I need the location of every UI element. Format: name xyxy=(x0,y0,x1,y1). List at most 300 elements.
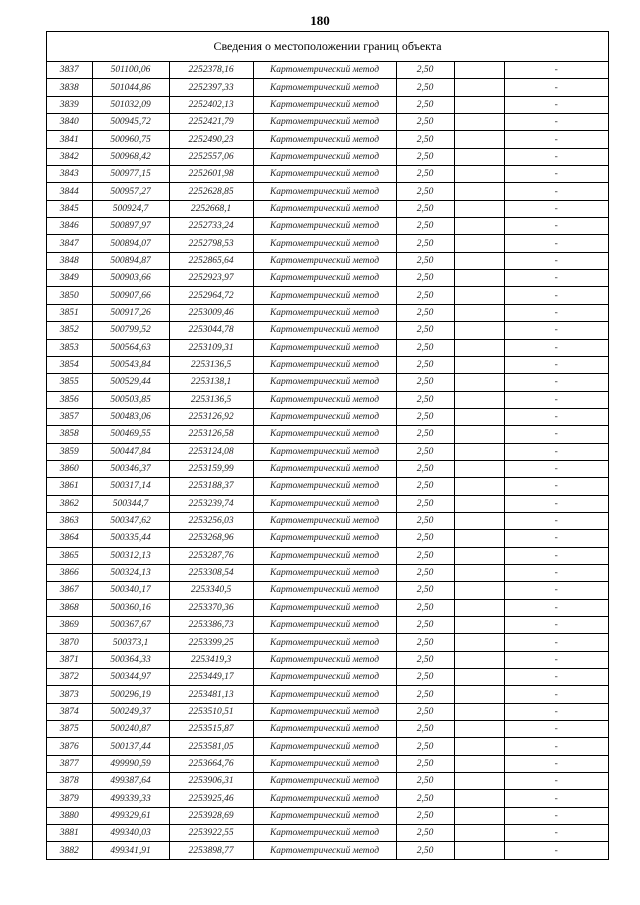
method-cell: Картометрический метод xyxy=(253,443,396,460)
table-row xyxy=(47,790,608,807)
method-cell: Картометрический метод xyxy=(253,131,396,148)
method-cell: Картометрический метод xyxy=(253,235,396,252)
empty-cell xyxy=(454,79,504,96)
point-number-cell: 3845 xyxy=(47,200,92,217)
method-cell: Картометрический метод xyxy=(253,96,396,113)
y-coordinate-cell: 2253515,87 xyxy=(169,721,253,738)
method-cell: Картометрический метод xyxy=(253,114,396,131)
table-row xyxy=(47,114,608,131)
table-row xyxy=(47,183,608,200)
precision-cell: 2,50 xyxy=(396,270,454,287)
x-coordinate-cell: 501044,86 xyxy=(92,79,169,96)
precision-cell: 2,50 xyxy=(396,62,454,79)
empty-cell xyxy=(454,62,504,79)
table-row xyxy=(47,96,608,113)
table-row xyxy=(47,721,608,738)
method-cell: Картометрический метод xyxy=(253,564,396,581)
x-coordinate-cell: 499990,59 xyxy=(92,755,169,772)
description-cell: - xyxy=(504,547,608,564)
table-row xyxy=(47,339,608,356)
method-cell: Картометрический метод xyxy=(253,738,396,755)
x-coordinate-cell: 500483,06 xyxy=(92,408,169,425)
x-coordinate-cell: 500968,42 xyxy=(92,148,169,165)
method-cell: Картометрический метод xyxy=(253,356,396,373)
point-number-cell: 3864 xyxy=(47,530,92,547)
description-cell: - xyxy=(504,131,608,148)
x-coordinate-cell: 500469,55 xyxy=(92,426,169,443)
description-cell: - xyxy=(504,270,608,287)
method-cell: Картометрический метод xyxy=(253,339,396,356)
empty-cell xyxy=(454,582,504,599)
method-cell: Картометрический метод xyxy=(253,721,396,738)
method-cell: Картометрический метод xyxy=(253,166,396,183)
table-row xyxy=(47,825,608,842)
empty-cell xyxy=(454,443,504,460)
description-cell: - xyxy=(504,669,608,686)
description-cell: - xyxy=(504,408,608,425)
precision-cell: 2,50 xyxy=(396,617,454,634)
point-number-cell: 3858 xyxy=(47,426,92,443)
x-coordinate-cell: 500249,37 xyxy=(92,703,169,720)
empty-cell xyxy=(454,200,504,217)
y-coordinate-cell: 2253370,36 xyxy=(169,599,253,616)
precision-cell: 2,50 xyxy=(396,755,454,772)
point-number-cell: 3860 xyxy=(47,460,92,477)
y-coordinate-cell: 2253399,25 xyxy=(169,634,253,651)
method-cell: Картометрический метод xyxy=(253,200,396,217)
description-cell: - xyxy=(504,339,608,356)
x-coordinate-cell: 500503,85 xyxy=(92,391,169,408)
empty-cell xyxy=(454,304,504,321)
empty-cell xyxy=(454,755,504,772)
point-number-cell: 3871 xyxy=(47,651,92,668)
empty-cell xyxy=(454,564,504,581)
y-coordinate-cell: 2252923,97 xyxy=(169,270,253,287)
x-coordinate-cell: 500367,67 xyxy=(92,617,169,634)
description-cell: - xyxy=(504,235,608,252)
y-coordinate-cell: 2252865,64 xyxy=(169,252,253,269)
point-number-cell: 3859 xyxy=(47,443,92,460)
point-number-cell: 3881 xyxy=(47,825,92,842)
x-coordinate-cell: 500344,97 xyxy=(92,669,169,686)
precision-cell: 2,50 xyxy=(396,460,454,477)
x-coordinate-cell: 500344,7 xyxy=(92,495,169,512)
table-row xyxy=(47,391,608,408)
method-cell: Картометрический метод xyxy=(253,148,396,165)
point-number-cell: 3838 xyxy=(47,79,92,96)
point-number-cell: 3856 xyxy=(47,391,92,408)
y-coordinate-cell: 2253188,37 xyxy=(169,478,253,495)
table-row xyxy=(47,703,608,720)
y-coordinate-cell: 2253308,54 xyxy=(169,564,253,581)
empty-cell xyxy=(454,721,504,738)
x-coordinate-cell: 500977,15 xyxy=(92,166,169,183)
precision-cell: 2,50 xyxy=(396,495,454,512)
point-number-cell: 3840 xyxy=(47,114,92,131)
empty-cell xyxy=(454,807,504,824)
x-coordinate-cell: 499341,91 xyxy=(92,842,169,859)
empty-cell xyxy=(454,287,504,304)
precision-cell: 2,50 xyxy=(396,252,454,269)
x-coordinate-cell: 500917,26 xyxy=(92,304,169,321)
method-cell: Картометрический метод xyxy=(253,270,396,287)
table-row xyxy=(47,495,608,512)
method-cell: Картометрический метод xyxy=(253,218,396,235)
empty-cell xyxy=(454,703,504,720)
method-cell: Картометрический метод xyxy=(253,651,396,668)
table-row xyxy=(47,478,608,495)
table-row xyxy=(47,166,608,183)
point-number-cell: 3870 xyxy=(47,634,92,651)
empty-cell xyxy=(454,148,504,165)
method-cell: Картометрический метод xyxy=(253,755,396,772)
description-cell: - xyxy=(504,304,608,321)
precision-cell: 2,50 xyxy=(396,166,454,183)
precision-cell: 2,50 xyxy=(396,669,454,686)
x-coordinate-cell: 500340,17 xyxy=(92,582,169,599)
x-coordinate-cell: 500240,87 xyxy=(92,721,169,738)
description-cell: - xyxy=(504,530,608,547)
method-cell: Картометрический метод xyxy=(253,547,396,564)
method-cell: Картометрический метод xyxy=(253,617,396,634)
y-coordinate-cell: 2253009,46 xyxy=(169,304,253,321)
x-coordinate-cell: 499339,33 xyxy=(92,790,169,807)
y-coordinate-cell: 2253126,92 xyxy=(169,408,253,425)
empty-cell xyxy=(454,599,504,616)
table-row xyxy=(47,773,608,790)
precision-cell: 2,50 xyxy=(396,218,454,235)
method-cell: Картометрический метод xyxy=(253,512,396,529)
description-cell: - xyxy=(504,617,608,634)
y-coordinate-cell: 2253044,78 xyxy=(169,322,253,339)
x-coordinate-cell: 500312,13 xyxy=(92,547,169,564)
table-row xyxy=(47,148,608,165)
precision-cell: 2,50 xyxy=(396,825,454,842)
method-cell: Картометрический метод xyxy=(253,408,396,425)
point-number-cell: 3877 xyxy=(47,755,92,772)
method-cell: Картометрический метод xyxy=(253,252,396,269)
description-cell: - xyxy=(504,183,608,200)
point-number-cell: 3863 xyxy=(47,512,92,529)
method-cell: Картометрический метод xyxy=(253,790,396,807)
y-coordinate-cell: 2252964,72 xyxy=(169,287,253,304)
y-coordinate-cell: 2253138,1 xyxy=(169,374,253,391)
table-row xyxy=(47,651,608,668)
x-coordinate-cell: 500447,84 xyxy=(92,443,169,460)
method-cell: Картометрический метод xyxy=(253,686,396,703)
y-coordinate-cell: 2252601,98 xyxy=(169,166,253,183)
point-number-cell: 3873 xyxy=(47,686,92,703)
x-coordinate-cell: 500317,14 xyxy=(92,478,169,495)
x-coordinate-cell: 500897,97 xyxy=(92,218,169,235)
y-coordinate-cell: 2253419,3 xyxy=(169,651,253,668)
description-cell: - xyxy=(504,582,608,599)
point-number-cell: 3875 xyxy=(47,721,92,738)
precision-cell: 2,50 xyxy=(396,339,454,356)
precision-cell: 2,50 xyxy=(396,790,454,807)
table-row xyxy=(47,287,608,304)
empty-cell xyxy=(454,426,504,443)
precision-cell: 2,50 xyxy=(396,634,454,651)
table-row xyxy=(47,252,608,269)
x-coordinate-cell: 500137,44 xyxy=(92,738,169,755)
description-cell: - xyxy=(504,721,608,738)
point-number-cell: 3842 xyxy=(47,148,92,165)
coordinates-table-body xyxy=(47,62,608,859)
point-number-cell: 3876 xyxy=(47,738,92,755)
description-cell: - xyxy=(504,443,608,460)
table-row xyxy=(47,235,608,252)
x-coordinate-cell: 500799,52 xyxy=(92,322,169,339)
precision-cell: 2,50 xyxy=(396,703,454,720)
precision-cell: 2,50 xyxy=(396,287,454,304)
method-cell: Картометрический метод xyxy=(253,287,396,304)
point-number-cell: 3868 xyxy=(47,599,92,616)
description-cell: - xyxy=(504,495,608,512)
description-cell: - xyxy=(504,755,608,772)
point-number-cell: 3848 xyxy=(47,252,92,269)
empty-cell xyxy=(454,339,504,356)
x-coordinate-cell: 499340,03 xyxy=(92,825,169,842)
method-cell: Картометрический метод xyxy=(253,374,396,391)
x-coordinate-cell: 500324,13 xyxy=(92,564,169,581)
empty-cell xyxy=(454,825,504,842)
point-number-cell: 3850 xyxy=(47,287,92,304)
method-cell: Картометрический метод xyxy=(253,634,396,651)
point-number-cell: 3879 xyxy=(47,790,92,807)
point-number-cell: 3839 xyxy=(47,96,92,113)
method-cell: Картометрический метод xyxy=(253,426,396,443)
x-coordinate-cell: 500564,63 xyxy=(92,339,169,356)
y-coordinate-cell: 2253898,77 xyxy=(169,842,253,859)
y-coordinate-cell: 2253510,51 xyxy=(169,703,253,720)
y-coordinate-cell: 2253268,96 xyxy=(169,530,253,547)
y-coordinate-cell: 2253386,73 xyxy=(169,617,253,634)
x-coordinate-cell: 501032,09 xyxy=(92,96,169,113)
table-row xyxy=(47,512,608,529)
y-coordinate-cell: 2252628,85 xyxy=(169,183,253,200)
description-cell: - xyxy=(504,512,608,529)
y-coordinate-cell: 2253906,31 xyxy=(169,773,253,790)
precision-cell: 2,50 xyxy=(396,686,454,703)
precision-cell: 2,50 xyxy=(396,651,454,668)
table-row xyxy=(47,443,608,460)
method-cell: Картометрический метод xyxy=(253,825,396,842)
method-cell: Картометрический метод xyxy=(253,62,396,79)
empty-cell xyxy=(454,252,504,269)
table-row xyxy=(47,200,608,217)
x-coordinate-cell: 500960,75 xyxy=(92,131,169,148)
method-cell: Картометрический метод xyxy=(253,304,396,321)
empty-cell xyxy=(454,478,504,495)
y-coordinate-cell: 2253136,5 xyxy=(169,391,253,408)
precision-cell: 2,50 xyxy=(396,478,454,495)
y-coordinate-cell: 2252668,1 xyxy=(169,200,253,217)
point-number-cell: 3861 xyxy=(47,478,92,495)
point-number-cell: 3855 xyxy=(47,374,92,391)
precision-cell: 2,50 xyxy=(396,322,454,339)
x-coordinate-cell: 500373,1 xyxy=(92,634,169,651)
description-cell: - xyxy=(504,460,608,477)
empty-cell xyxy=(454,773,504,790)
method-cell: Картометрический метод xyxy=(253,478,396,495)
empty-cell xyxy=(454,96,504,113)
description-cell: - xyxy=(504,564,608,581)
description-cell: - xyxy=(504,148,608,165)
point-number-cell: 3862 xyxy=(47,495,92,512)
empty-cell xyxy=(454,495,504,512)
x-coordinate-cell: 500347,62 xyxy=(92,512,169,529)
page-number: 180 xyxy=(310,13,330,28)
method-cell: Картометрический метод xyxy=(253,773,396,790)
empty-cell xyxy=(454,235,504,252)
table-row xyxy=(47,634,608,651)
table-row xyxy=(47,582,608,599)
x-coordinate-cell: 500894,07 xyxy=(92,235,169,252)
y-coordinate-cell: 2253159,99 xyxy=(169,460,253,477)
empty-cell xyxy=(454,356,504,373)
y-coordinate-cell: 2253922,55 xyxy=(169,825,253,842)
precision-cell: 2,50 xyxy=(396,148,454,165)
x-coordinate-cell: 501100,06 xyxy=(92,62,169,79)
empty-cell xyxy=(454,408,504,425)
table-row xyxy=(47,218,608,235)
table-row xyxy=(47,426,608,443)
empty-cell xyxy=(454,218,504,235)
y-coordinate-cell: 2253449,17 xyxy=(169,669,253,686)
method-cell: Картометрический метод xyxy=(253,807,396,824)
empty-cell xyxy=(454,634,504,651)
table-row xyxy=(47,356,608,373)
empty-cell xyxy=(454,617,504,634)
precision-cell: 2,50 xyxy=(396,200,454,217)
precision-cell: 2,50 xyxy=(396,807,454,824)
table-row xyxy=(47,322,608,339)
point-number-cell: 3849 xyxy=(47,270,92,287)
y-coordinate-cell: 2253664,76 xyxy=(169,755,253,772)
description-cell: - xyxy=(554,845,558,856)
x-coordinate-cell: 500296,19 xyxy=(92,686,169,703)
x-coordinate-cell: 500924,7 xyxy=(92,200,169,217)
description-cell: - xyxy=(504,426,608,443)
point-number-cell: 3841 xyxy=(47,131,92,148)
empty-cell xyxy=(454,183,504,200)
y-coordinate-cell: 2253109,31 xyxy=(169,339,253,356)
point-number-cell: 3865 xyxy=(47,547,92,564)
y-coordinate-cell: 2252798,53 xyxy=(169,235,253,252)
point-number-cell: 3882 xyxy=(47,842,92,859)
precision-cell: 2,50 xyxy=(396,530,454,547)
point-number-cell: 3852 xyxy=(47,322,92,339)
precision-cell: 2,50 xyxy=(396,426,454,443)
y-coordinate-cell: 2253340,5 xyxy=(169,582,253,599)
point-number-cell: 3846 xyxy=(47,218,92,235)
description-cell: - xyxy=(504,96,608,113)
x-coordinate-cell: 499329,61 xyxy=(92,807,169,824)
description-cell: - xyxy=(504,478,608,495)
empty-cell xyxy=(454,669,504,686)
point-number-cell: 3854 xyxy=(47,356,92,373)
precision-cell: 2,50 xyxy=(396,131,454,148)
description-cell: - xyxy=(504,374,608,391)
point-number-cell: 3847 xyxy=(47,235,92,252)
empty-cell xyxy=(454,460,504,477)
table-row xyxy=(47,270,608,287)
method-cell: Картометрический метод xyxy=(253,669,396,686)
x-coordinate-cell: 499387,64 xyxy=(92,773,169,790)
description-cell: - xyxy=(504,79,608,96)
description-cell: - xyxy=(504,252,608,269)
precision-cell: 2,50 xyxy=(396,408,454,425)
x-coordinate-cell: 500903,66 xyxy=(92,270,169,287)
description-cell: - xyxy=(504,599,608,616)
method-cell: Картометрический метод xyxy=(253,495,396,512)
empty-cell xyxy=(454,547,504,564)
method-cell: Картометрический метод xyxy=(253,183,396,200)
x-coordinate-cell: 500907,66 xyxy=(92,287,169,304)
method-cell: Картометрический метод xyxy=(253,582,396,599)
y-coordinate-cell: 2253126,58 xyxy=(169,426,253,443)
description-cell: - xyxy=(504,651,608,668)
point-number-cell: 3880 xyxy=(47,807,92,824)
x-coordinate-cell: 500957,27 xyxy=(92,183,169,200)
table-row xyxy=(47,807,608,824)
point-number-cell: 3837 xyxy=(47,62,92,79)
coordinates-table xyxy=(47,62,608,859)
table-row xyxy=(47,842,608,859)
point-number-cell: 3843 xyxy=(47,166,92,183)
table-row xyxy=(47,374,608,391)
description-cell: - xyxy=(504,790,608,807)
y-coordinate-cell: 2253287,76 xyxy=(169,547,253,564)
y-coordinate-cell: 2253256,03 xyxy=(169,512,253,529)
description-cell: - xyxy=(504,62,608,79)
method-cell: Картометрический метод xyxy=(253,460,396,477)
table-row xyxy=(47,686,608,703)
empty-cell xyxy=(454,322,504,339)
x-coordinate-cell: 500364,33 xyxy=(92,651,169,668)
description-cell: - xyxy=(504,703,608,720)
point-number-cell: 3874 xyxy=(47,703,92,720)
precision-cell: 2,50 xyxy=(396,374,454,391)
y-coordinate-cell: 2253481,13 xyxy=(169,686,253,703)
table-row xyxy=(47,62,608,79)
empty-cell xyxy=(454,391,504,408)
empty-cell xyxy=(454,270,504,287)
point-number-cell: 3878 xyxy=(47,773,92,790)
point-number-cell: 3867 xyxy=(47,582,92,599)
empty-cell xyxy=(454,842,504,859)
point-number-cell: 3866 xyxy=(47,564,92,581)
y-coordinate-cell: 2252733,24 xyxy=(169,218,253,235)
y-coordinate-cell: 2252490,23 xyxy=(169,131,253,148)
x-coordinate-cell: 500543,84 xyxy=(92,356,169,373)
precision-cell: 2,50 xyxy=(396,599,454,616)
x-coordinate-cell: 500894,87 xyxy=(92,252,169,269)
precision-cell: 2,50 xyxy=(396,564,454,581)
y-coordinate-cell: 2252421,79 xyxy=(169,114,253,131)
table-row xyxy=(47,547,608,564)
precision-cell: 2,50 xyxy=(396,738,454,755)
description-cell: - xyxy=(504,200,608,217)
table-row xyxy=(47,131,608,148)
y-coordinate-cell: 2253239,74 xyxy=(169,495,253,512)
precision-cell: 2,50 xyxy=(396,183,454,200)
method-cell: Картометрический метод xyxy=(253,391,396,408)
table-row xyxy=(47,599,608,616)
description-cell: - xyxy=(504,686,608,703)
x-coordinate-cell: 500335,44 xyxy=(92,530,169,547)
